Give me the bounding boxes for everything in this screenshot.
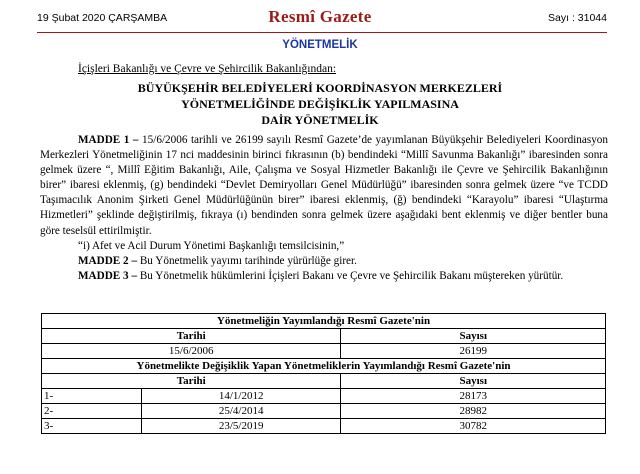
table-row	[42, 389, 606, 404]
header-divider	[37, 32, 607, 33]
gazette-header	[0, 0, 640, 32]
amendment-date-cell: 25/4/2014	[141, 404, 341, 419]
table-row	[42, 404, 606, 419]
gazette-title: Resmî Gazete	[268, 7, 372, 26]
article-2-label: MADDE 2 –	[78, 254, 138, 267]
regulation-title-line-2: YÖNETMELİĞİNDE DEĞİŞİKLİK YAPILMASINA	[181, 97, 459, 111]
amendment-date-cell: 14/1/2012	[141, 389, 341, 404]
article-1-added-clause: “i) Afet ve Acil Durum Yönetimi Başkanlığı temsilcisinin,”	[78, 239, 345, 252]
amendment-number-cell: 30782	[341, 419, 606, 434]
regulation-title-line-3: DAİR YÖNETMELİK	[261, 113, 379, 127]
amendment-index-cell: 2-	[42, 404, 142, 419]
table-row	[42, 359, 606, 374]
amendments-header: Yönetmelikte Değişiklik Yapan Yönetmeliklerin Yayımlandığı Resmî Gazete'nin	[42, 359, 606, 374]
regulation-body	[40, 133, 608, 284]
column-header-date: Tarihi	[42, 329, 341, 344]
issue-number: Sayı : 31044	[548, 12, 607, 24]
column-header-date: Tarihi	[42, 374, 341, 389]
table-row	[42, 314, 606, 329]
original-date-cell: 15/6/2006	[42, 344, 341, 359]
gazette-reference-table	[41, 313, 606, 434]
original-number-cell: 26199	[341, 344, 606, 359]
article-1-text: 15/6/2006 tarihli ve 26199 sayılı Resmî Gazete’de yayımlanan Büyükşehir Belediyeleri Koordinasyon Merkezleri Yönetmeliğinin 17 nci maddesinin birinci fıkrasının (b) bendindeki “Millî Savunma Bakanlığı” ibaresinden sonra gelmek üzere “, Millî Eğitim Bakanlığı, Aile, Çalışma ve Sosyal Hizmetler Bakanlığı ile Çevre ve Şehircilik Bakanlığının birer” ibaresi eklenmiş, (g) bendindeki “Devlet Demiryolları Genel Müdürlüğü” ibaresinden sonra gelmek üzere “ve TCDD Taşımacılık Anonim Şirketi Genel Müdürlüğünün birer” ibaresi eklenmiş, (ğ) bendindeki “Karayolu” ibaresi “Ulaştırma Hizmetleri” şeklinde değiştirilmiş, fıkraya (ı) bendinden sonra gelmek üzere aşağıdaki bent eklenmiş ve diğer bentler buna göre teselsül ettirilmiştir.	[40, 134, 608, 237]
amendment-date-cell: 23/5/2019	[141, 419, 341, 434]
article-1-label: MADDE 1 –	[78, 134, 139, 146]
table-row	[42, 344, 606, 359]
amendment-number-cell: 28173	[341, 389, 606, 404]
amendment-number-cell: 28982	[341, 404, 606, 419]
article-3	[40, 269, 608, 284]
amendment-index-cell: 1-	[42, 389, 142, 404]
article-3-label: MADDE 3 –	[78, 269, 138, 282]
amendment-index-cell: 3-	[42, 419, 142, 434]
column-header-number: Sayısı	[341, 374, 606, 389]
original-publication-header: Yönetmeliğin Yayımlandığı Resmî Gazete'nin	[42, 314, 606, 329]
article-2	[40, 254, 608, 269]
article-3-text: Bu Yönetmelik hükümlerini İçişleri Bakanı ve Çevre ve Şehircilik Bakanı müştereken yürütür.	[137, 269, 564, 282]
column-header-number: Sayısı	[341, 329, 606, 344]
table-row	[42, 329, 606, 344]
section-heading: YÖNETMELİK	[282, 39, 358, 51]
issuing-ministry: İçişleri Bakanlığı ve Çevre ve Şehircilik Bakanlığından:	[78, 63, 337, 75]
table-row	[42, 419, 606, 434]
issue-date: 19 Şubat 2020 ÇARŞAMBA	[37, 12, 168, 24]
regulation-title-line-1: BÜYÜKŞEHİR BELEDİYELERİ KOORDİNASYON MERKEZLERİ	[137, 81, 503, 95]
article-2-text: Bu Yönetmelik yayımı tarihinde yürürlüğe girer.	[137, 254, 357, 267]
table-row	[42, 374, 606, 389]
regulation-title	[0, 80, 640, 128]
article-1	[40, 133, 608, 239]
